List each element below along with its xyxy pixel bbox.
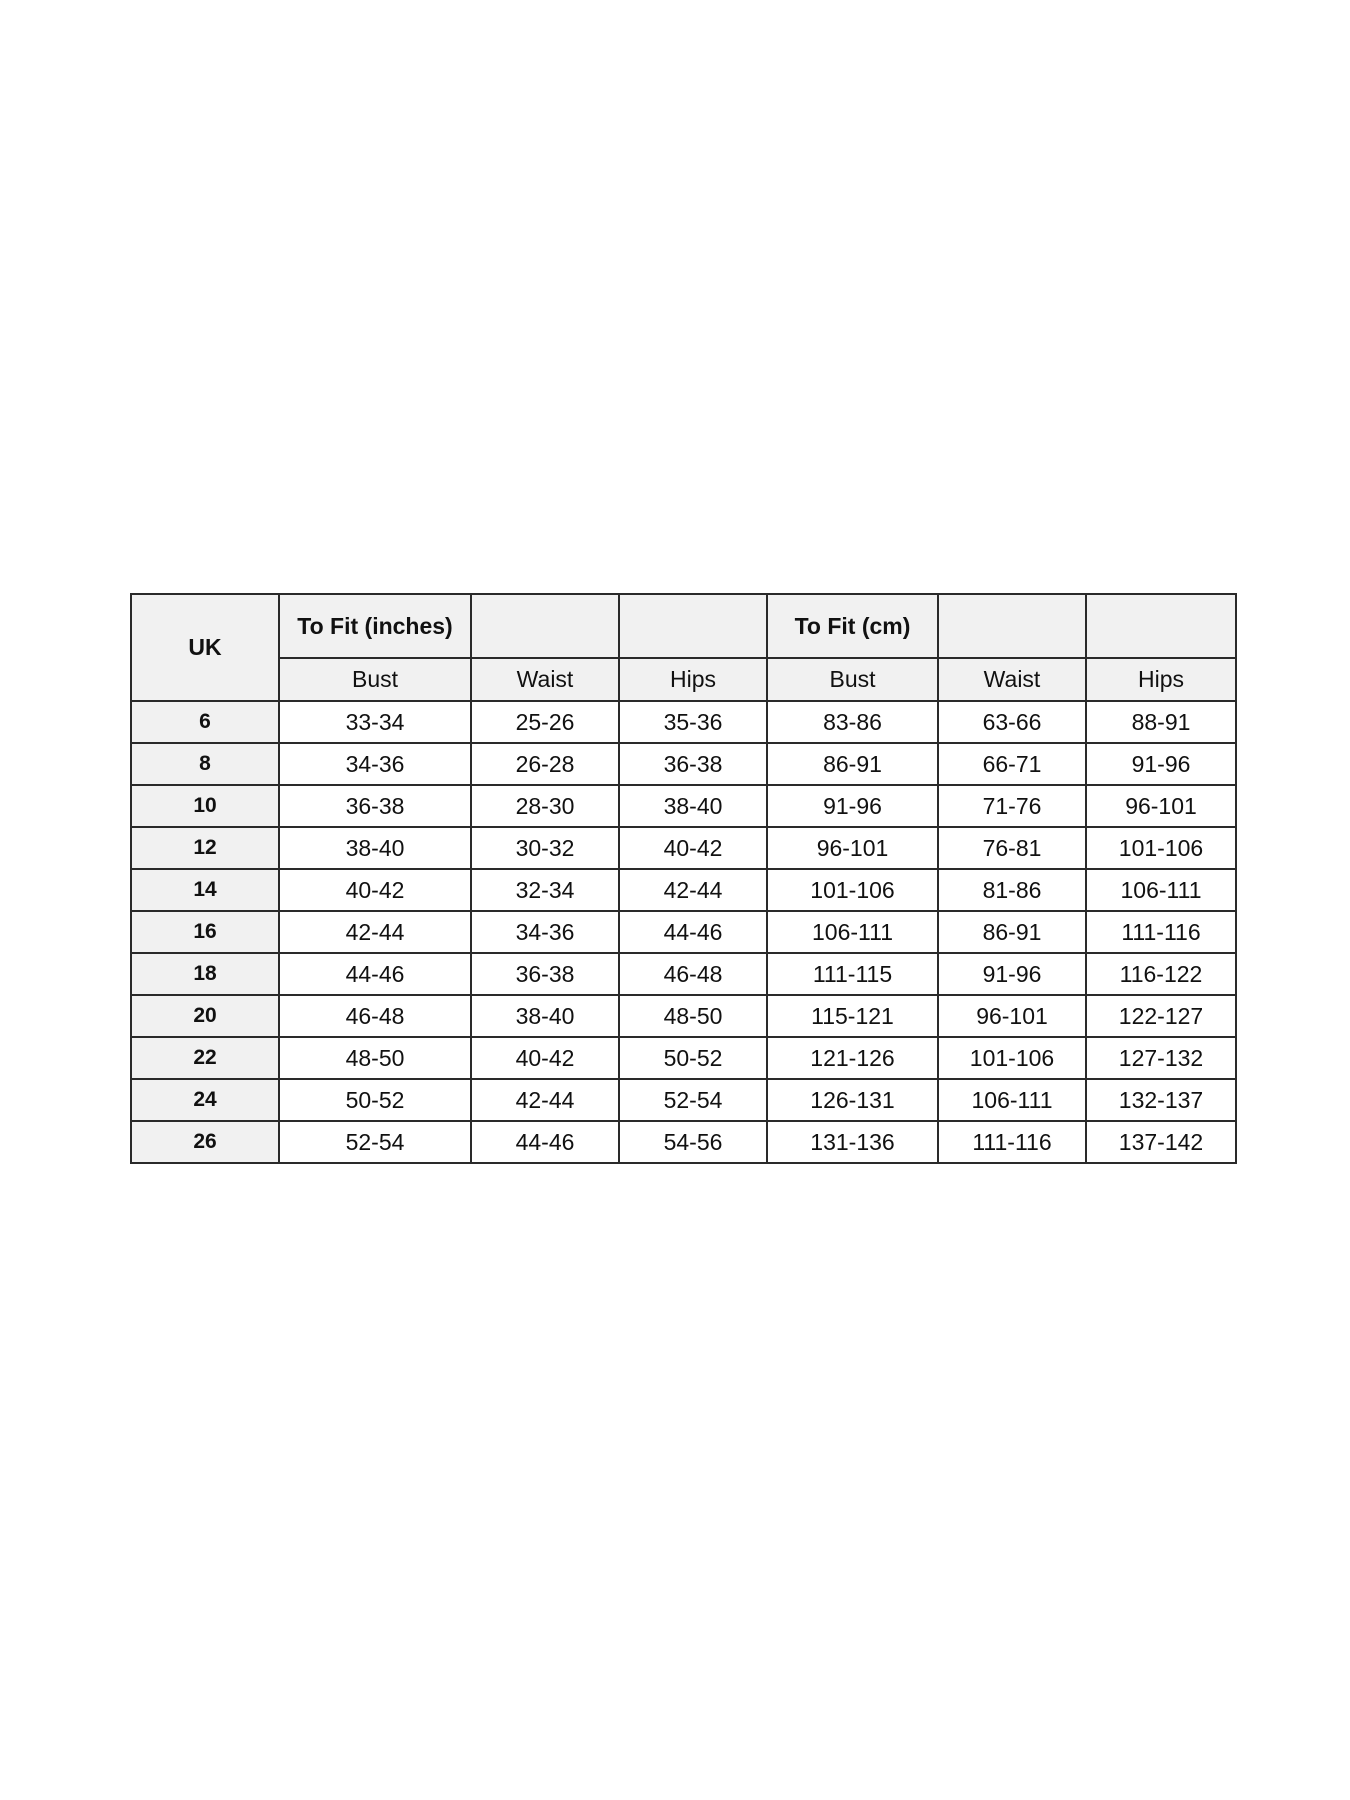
cell-hips-inches: 38-40 — [619, 785, 767, 827]
group-header-blank — [471, 594, 619, 658]
uk-size-cell: 16 — [131, 911, 279, 953]
cell-waist-inches: 32-34 — [471, 869, 619, 911]
cell-bust-cm: 121-126 — [767, 1037, 938, 1079]
cell-hips-inches: 40-42 — [619, 827, 767, 869]
table-row — [131, 785, 1236, 827]
table-row — [131, 1037, 1236, 1079]
cell-hips-cm: 122-127 — [1086, 995, 1236, 1037]
cell-waist-cm: 91-96 — [938, 953, 1086, 995]
cell-waist-cm: 86-91 — [938, 911, 1086, 953]
cell-hips-cm: 101-106 — [1086, 827, 1236, 869]
uk-size-cell: 8 — [131, 743, 279, 785]
cell-bust-inches: 52-54 — [279, 1121, 471, 1163]
group-header-blank — [619, 594, 767, 658]
cell-hips-cm: 137-142 — [1086, 1121, 1236, 1163]
cell-bust-inches: 40-42 — [279, 869, 471, 911]
cell-hips-inches: 36-38 — [619, 743, 767, 785]
cell-bust-cm: 115-121 — [767, 995, 938, 1037]
cell-waist-cm: 96-101 — [938, 995, 1086, 1037]
cell-waist-cm: 101-106 — [938, 1037, 1086, 1079]
uk-size-cell: 22 — [131, 1037, 279, 1079]
column-header-bust-inches: Bust — [279, 658, 471, 701]
group-header-inches: To Fit (inches) — [279, 594, 471, 658]
cell-hips-inches: 35-36 — [619, 701, 767, 743]
table-row — [131, 743, 1236, 785]
cell-waist-cm: 81-86 — [938, 869, 1086, 911]
table-row — [131, 953, 1236, 995]
cell-hips-cm: 111-116 — [1086, 911, 1236, 953]
cell-bust-inches: 33-34 — [279, 701, 471, 743]
cell-hips-inches: 50-52 — [619, 1037, 767, 1079]
cell-waist-cm: 106-111 — [938, 1079, 1086, 1121]
column-header-hips-inches: Hips — [619, 658, 767, 701]
cell-hips-cm: 116-122 — [1086, 953, 1236, 995]
cell-bust-inches: 46-48 — [279, 995, 471, 1037]
column-header-hips-cm: Hips — [1086, 658, 1236, 701]
cell-hips-inches: 48-50 — [619, 995, 767, 1037]
size-chart-body — [131, 594, 1236, 1163]
cell-waist-inches: 28-30 — [471, 785, 619, 827]
uk-size-cell: 6 — [131, 701, 279, 743]
group-header-blank — [938, 594, 1086, 658]
cell-hips-inches: 42-44 — [619, 869, 767, 911]
cell-bust-inches: 34-36 — [279, 743, 471, 785]
size-chart-table — [130, 593, 1237, 1164]
column-header-row — [131, 658, 1236, 701]
cell-hips-cm: 127-132 — [1086, 1037, 1236, 1079]
table-row — [131, 869, 1236, 911]
group-header-cm: To Fit (cm) — [767, 594, 938, 658]
cell-bust-inches: 42-44 — [279, 911, 471, 953]
cell-hips-inches: 54-56 — [619, 1121, 767, 1163]
cell-waist-inches: 26-28 — [471, 743, 619, 785]
cell-waist-inches: 40-42 — [471, 1037, 619, 1079]
cell-bust-cm: 91-96 — [767, 785, 938, 827]
cell-bust-cm: 101-106 — [767, 869, 938, 911]
cell-waist-inches: 44-46 — [471, 1121, 619, 1163]
cell-bust-cm: 111-115 — [767, 953, 938, 995]
cell-waist-cm: 111-116 — [938, 1121, 1086, 1163]
uk-size-cell: 24 — [131, 1079, 279, 1121]
cell-bust-cm: 96-101 — [767, 827, 938, 869]
column-header-waist-inches: Waist — [471, 658, 619, 701]
cell-hips-cm: 88-91 — [1086, 701, 1236, 743]
cell-bust-cm: 83-86 — [767, 701, 938, 743]
cell-hips-cm: 106-111 — [1086, 869, 1236, 911]
cell-bust-inches: 48-50 — [279, 1037, 471, 1079]
uk-size-header: UK — [131, 594, 279, 701]
uk-size-cell: 10 — [131, 785, 279, 827]
cell-hips-inches: 46-48 — [619, 953, 767, 995]
cell-bust-cm: 106-111 — [767, 911, 938, 953]
cell-hips-cm: 132-137 — [1086, 1079, 1236, 1121]
cell-hips-inches: 52-54 — [619, 1079, 767, 1121]
cell-waist-inches: 34-36 — [471, 911, 619, 953]
cell-waist-inches: 38-40 — [471, 995, 619, 1037]
cell-waist-cm: 76-81 — [938, 827, 1086, 869]
uk-size-cell: 14 — [131, 869, 279, 911]
cell-bust-inches: 50-52 — [279, 1079, 471, 1121]
uk-size-cell: 12 — [131, 827, 279, 869]
table-row — [131, 1079, 1236, 1121]
cell-bust-inches: 38-40 — [279, 827, 471, 869]
group-header-row — [131, 594, 1236, 658]
table-row — [131, 827, 1236, 869]
cell-bust-inches: 44-46 — [279, 953, 471, 995]
cell-waist-inches: 36-38 — [471, 953, 619, 995]
uk-size-cell: 26 — [131, 1121, 279, 1163]
cell-waist-inches: 30-32 — [471, 827, 619, 869]
table-row — [131, 995, 1236, 1037]
column-header-bust-cm: Bust — [767, 658, 938, 701]
table-row — [131, 911, 1236, 953]
cell-bust-cm: 86-91 — [767, 743, 938, 785]
cell-waist-cm: 66-71 — [938, 743, 1086, 785]
cell-waist-inches: 25-26 — [471, 701, 619, 743]
table-row — [131, 1121, 1236, 1163]
cell-bust-cm: 126-131 — [767, 1079, 938, 1121]
uk-size-cell: 20 — [131, 995, 279, 1037]
cell-waist-inches: 42-44 — [471, 1079, 619, 1121]
cell-waist-cm: 63-66 — [938, 701, 1086, 743]
uk-size-cell: 18 — [131, 953, 279, 995]
cell-bust-inches: 36-38 — [279, 785, 471, 827]
column-header-waist-cm: Waist — [938, 658, 1086, 701]
cell-hips-cm: 91-96 — [1086, 743, 1236, 785]
table-row — [131, 701, 1236, 743]
cell-hips-inches: 44-46 — [619, 911, 767, 953]
group-header-blank — [1086, 594, 1236, 658]
cell-hips-cm: 96-101 — [1086, 785, 1236, 827]
cell-bust-cm: 131-136 — [767, 1121, 938, 1163]
cell-waist-cm: 71-76 — [938, 785, 1086, 827]
